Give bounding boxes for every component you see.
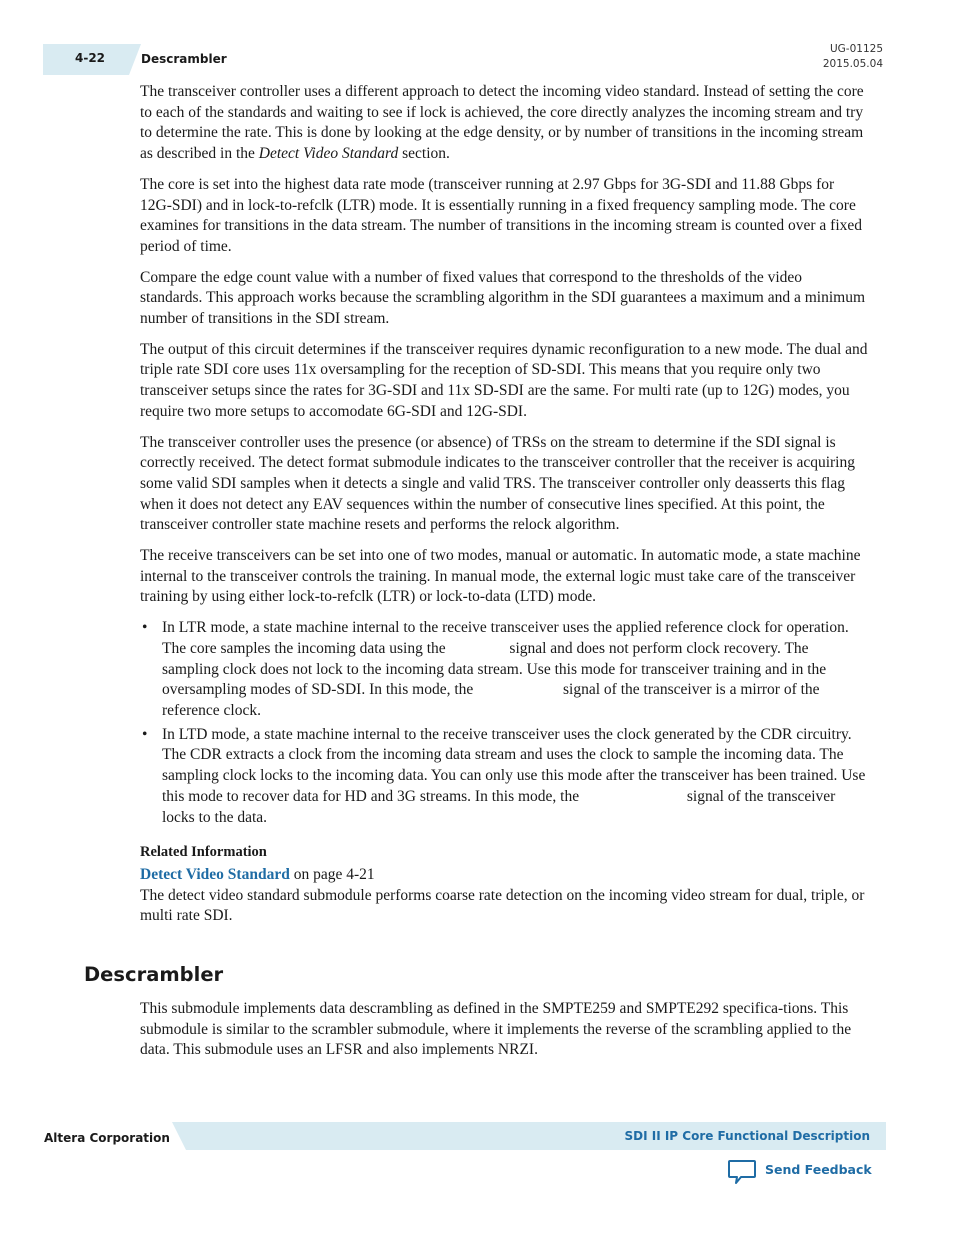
cross-reference-italic: Detect Video Standard: [258, 145, 399, 163]
body-content: [140, 82, 868, 937]
section-heading: Descrambler: [84, 963, 224, 986]
related-link[interactable]: Detect Video Standard: [140, 865, 290, 883]
paragraph: [140, 82, 868, 165]
bullet-list: [140, 618, 868, 828]
paragraph: This submodule implements data descrambling as defined in the SMPTE259 and SMPTE292 specifica-tions. This submodule is similar to the scrambler submodule, where it implements the reverse of the scrambling applied to the data. This submodule uses an LFSR and also implements NRZI.: [140, 1000, 852, 1059]
page-number: 4-22: [75, 51, 106, 65]
related-link-line: [140, 865, 868, 886]
list-item: [140, 725, 868, 829]
paragraph: The output of this circuit determines if the transceiver requires dynamic reconfiguration to a new mode. The dual and triple rate SDI core uses 11x oversampling for the reception of SD-SDI. This means that you require only two transceiver setups since the rates for 3G-SDI and 11x SD-SDI are the same. For multi rate (up to 12G) modes, you require two more setups to accomodate 6G-SDI and 12G-SDI.: [140, 340, 868, 420]
section-body: [140, 999, 868, 1061]
paragraph: The receive transceivers can be set into one of two modes, manual or automatic. In automatic mode, a state machine internal to the transceiver controls the training. In manual mode, the external logic must take care of the transceiver training by using either lock-to-refclk (LTR) or lock-to-data (LTD) mode.: [140, 547, 861, 606]
document-date: 2015.05.04: [822, 58, 883, 70]
document-id-number: UG-01125: [829, 43, 883, 55]
paragraph-text: section.: [398, 145, 450, 163]
send-feedback-link[interactable]: [727, 1157, 872, 1187]
speech-bubble-icon: [727, 1157, 757, 1187]
related-description: The detect video standard submodule performs coarse rate detection on the incoming video stream for dual, triple, or multi rate SDI.: [140, 886, 865, 925]
related-information-heading: Related Information: [140, 844, 267, 861]
footer-company: Altera Corporation: [44, 1131, 170, 1145]
list-item: [140, 618, 868, 722]
list-item-text: signal of the transceiver is a mirror of the reference clock.: [162, 681, 820, 719]
list-item-text: In LTD mode, a state machine internal to the receive transceiver uses the clock generated by the CDR circuitry. The CDR extracts a clock from the incoming data stream and uses the clock to sample the incoming data. The sampling clock locks to the incoming data. You can only use this mode after the transceiver has been trained. Use this mode to recover data for HD and 3G streams. In this mode, the: [162, 725, 866, 805]
footer-document-title: SDI II IP Core Functional Description: [624, 1129, 870, 1143]
list-item-text: In LTR mode, a state machine internal to the receive transceiver uses the applied reference clock for operation. The core samples the incoming data using the: [162, 619, 849, 657]
list-item-text: signal of the transceiver locks to the data.: [162, 787, 836, 826]
document-id: [823, 42, 883, 72]
list-item-text: signal and does not perform clock recovery. The sampling clock does not lock to the incoming data stream. Use this mode for transceiver training and in the oversampling modes of SD-SDI. In this mode, the: [162, 639, 827, 699]
paragraph: Compare the edge count value with a number of fixed values that correspond to the thresholds of the video standards. This approach works because the scrambling algorithm in the SDI guarantees a maximum and a minimum number of transitions in the SDI stream.: [140, 268, 866, 328]
paragraph-text: The transceiver controller uses a different approach to detect the incoming video standard. Instead of setting the core to each of the standards and waiting to see if lock is achieved, the core directly analyzes the incoming stream and try to determine the rate. This is done by looking at the edge density, or by number of transitions in the incoming stream as described in the: [140, 83, 864, 163]
send-feedback-label: Send Feedback: [765, 1161, 872, 1177]
running-section-title: Descrambler: [141, 52, 227, 66]
related-link-page: on page 4-21: [289, 865, 375, 883]
paragraph: The transceiver controller uses the presence (or absence) of TRSs on the stream to determine if the SDI signal is correctly received. The detect format submodule indicates to the transceiver controller that the receiver is acquiring some valid SDI samples when it detects a single and valid TRS. The transceiver controller only deasserts this flag when it does not detect any EAV sequences within the number of consecutive lines specified. At this point, the transceiver controller state machine resets and performs the relock algorithm.: [140, 433, 855, 534]
paragraph: The core is set into the highest data rate mode (transceiver running at 2.97 Gbps for 3G-SDI and 11.88 Gbps for 12G-SDI) and in lock-to-refclk (LTR) mode. It is essentially running in a fixed frequency sampling mode. The core examines for transitions in the data stream. The number of transitions in the incoming stream is counted over a fixed period of time.: [140, 175, 862, 255]
